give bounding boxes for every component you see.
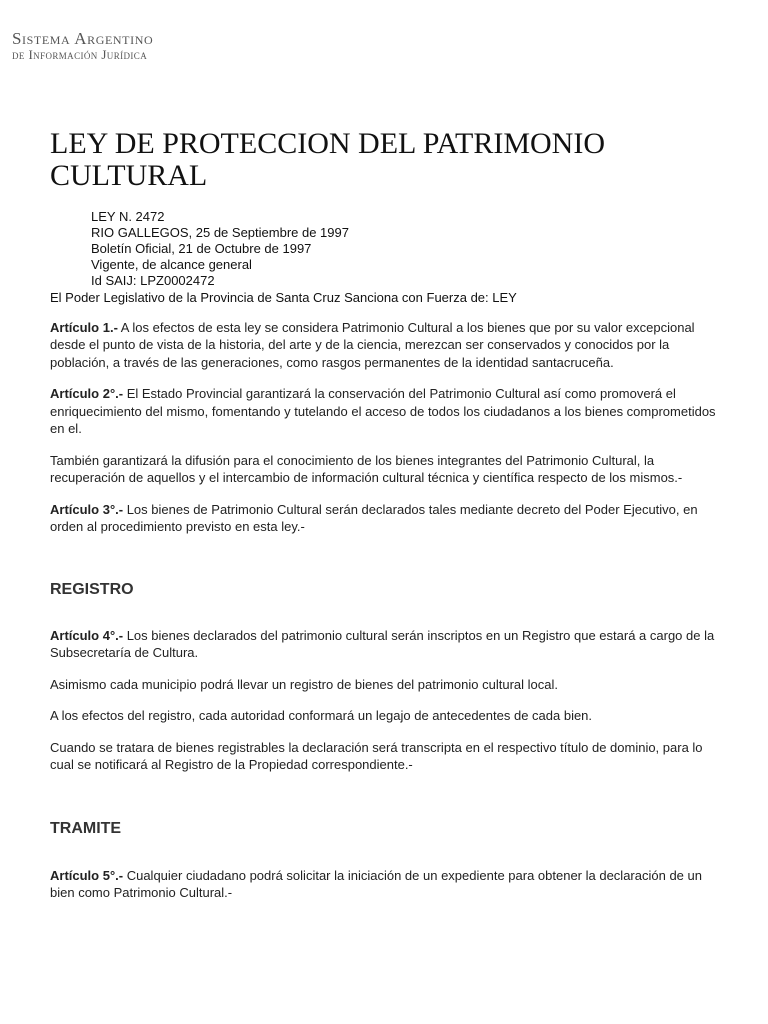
article-5-text: Cualquier ciudadano podrá solicitar la iniciación de un expediente para obtener la declaración de un bien como Patrimonio Cultural.- xyxy=(50,867,702,900)
article-4-paragraph-4: Cuando se tratara de bienes registrables la declaración será transcripta en el respectivo título de dominio, para lo cual se notificará al Registro de la Propiedad correspondiente.- xyxy=(50,739,703,772)
law-number: LEY N. 2472 xyxy=(91,209,165,224)
logo-line-2: de Información Jurídica xyxy=(12,47,148,62)
article-2-label: Artículo 2°.- xyxy=(50,386,124,401)
article-4-text: Los bienes declarados del patrimonio cultural serán inscriptos en un Registro que estará a cargo de la Subsecretaría de Cultura. xyxy=(50,627,715,660)
article-1-text: A los efectos de esta ley se considera Patrimonio Cultural a los bienes que por su valor excepcional desde el punto de vista de la historia, del arte y de la ciencia, merezcan ser conservados y conocidos por la población, a través de las generaciones, como rasgos permanentes de la identidad santacruceña. xyxy=(50,319,695,370)
article-2-paragraph-2: También garantizará la difusión para el conocimiento de los bienes integrantes del Patrimonio Cultural, la recuperación de aquellos y el intercambio de información cultural técnica y científica respecto de los mismos.- xyxy=(50,452,683,485)
law-saij-id: Id SAIJ: LPZ0002472 xyxy=(91,273,215,288)
article-5 xyxy=(50,867,718,902)
document-title: LEY DE PROTECCION DEL PATRIMONIO CULTURAL xyxy=(50,127,605,192)
article-4-paragraph-3: A los efectos del registro, cada autoridad conformará un legajo de antecedentes de cada bien. xyxy=(50,708,593,723)
article-4-label: Artículo 4°.- xyxy=(50,627,124,643)
article-3-text: Los bienes de Patrimonio Cultural serán declarados tales mediante decreto del Poder Ejecutivo, en orden al procedimiento previsto en esta ley.- xyxy=(50,501,698,534)
enactment-clause: El Poder Legislativo de la Provincia de Santa Cruz Sanciona con Fuerza de: LEY xyxy=(50,290,517,305)
law-bulletin: Boletín Oficial, 21 de Octubre de 1997 xyxy=(91,241,312,256)
law-metadata xyxy=(91,209,349,289)
article-3 xyxy=(50,501,718,536)
article-1-label: Artículo 1.- xyxy=(50,319,118,335)
article-1 xyxy=(50,319,718,372)
saij-logo xyxy=(12,30,153,61)
article-2-text: El Estado Provincial garantizará la conservación del Patrimonio Cultural así como promoverá el enriquecimiento del mismo, fomentando y tutelando el acceso de todos los ciudadanos a los bienes comprometidos en el. xyxy=(50,386,716,436)
section-heading-registro: REGISTRO xyxy=(50,580,134,598)
article-3-label: Artículo 3°.- xyxy=(50,501,124,517)
article-4 xyxy=(50,627,718,662)
logo-line-1: Sistema Argentino xyxy=(12,29,154,48)
law-place-date: RIO GALLEGOS, 25 de Septiembre de 1997 xyxy=(91,225,349,240)
article-4-paragraph-2: Asimismo cada municipio podrá llevar un registro de bienes del patrimonio cultural local. xyxy=(50,676,558,692)
section-heading-tramite: TRAMITE xyxy=(50,819,122,837)
article-2 xyxy=(50,385,718,438)
document-body xyxy=(50,289,718,916)
article-5-label: Artículo 5°.- xyxy=(50,867,124,883)
law-status: Vigente, de alcance general xyxy=(91,257,252,272)
